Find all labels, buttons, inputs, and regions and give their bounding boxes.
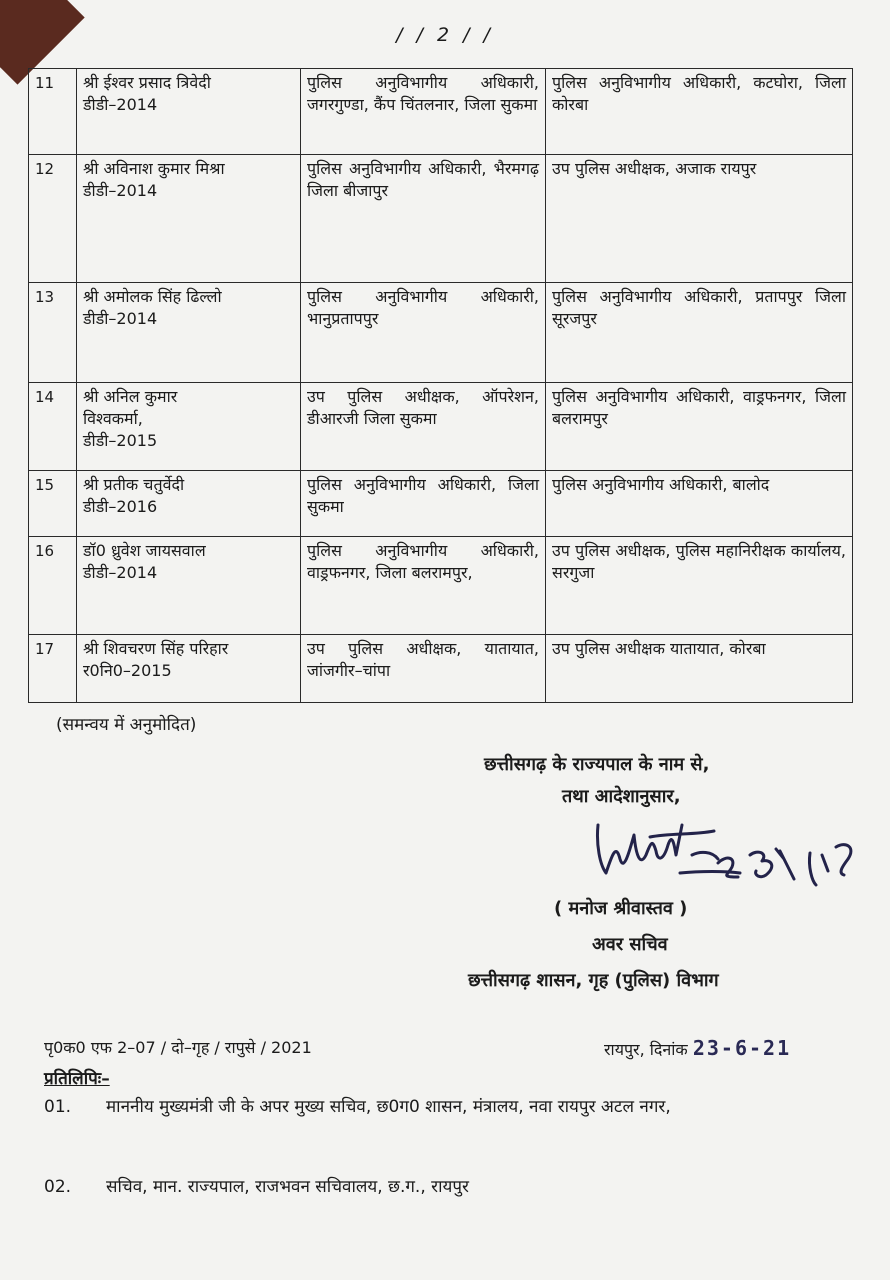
officer-name-line: डीडी–2014 xyxy=(83,563,158,582)
transfer-table-body xyxy=(29,69,853,703)
transfer-table xyxy=(28,68,853,703)
serial-number-cell: 12 xyxy=(29,155,77,283)
officer-name-line: डीडी–2016 xyxy=(83,497,158,516)
officer-name-line: डीडी–2015 xyxy=(83,431,158,450)
officer-name-line: श्री अविनाश कुमार मिश्रा xyxy=(83,159,225,178)
officer-name-cell xyxy=(77,69,301,155)
copy-item-text: माननीय मुख्यमंत्री जी के अपर मुख्य सचिव, छ0ग0 शासन, मंत्रालय, नवा रायपुर अटल नगर, xyxy=(106,1097,671,1117)
signatory-department: छत्तीसगढ़ शासन, गृह (पुलिस) विभाग xyxy=(468,970,719,991)
table-row xyxy=(29,69,853,155)
current-posting-cell: पुलिस अनुविभागीय अधिकारी, जगरगुण्डा, कैंप चिंतलनार, जिला सुकमा xyxy=(301,69,546,155)
new-posting-cell: उप पुलिस अधीक्षक, अजाक रायपुर xyxy=(546,155,853,283)
new-posting-cell: पुलिस अनुविभागीय अधिकारी, कटघोरा, जिला कोरबा xyxy=(546,69,853,155)
table-row xyxy=(29,383,853,471)
officer-name-cell xyxy=(77,635,301,703)
handwritten-date: 23-6-21 xyxy=(692,1036,792,1060)
officer-name-line: श्री अमोलक सिंह ढिल्लो xyxy=(83,287,222,306)
copy-item-number: 01. xyxy=(44,1097,72,1117)
officer-name-line: डीडी–2014 xyxy=(83,95,158,114)
officer-name-cell xyxy=(77,471,301,537)
page-number: / / 2 / / xyxy=(396,24,494,46)
serial-number-cell: 11 xyxy=(29,69,77,155)
new-posting-cell: पुलिस अनुविभागीय अधिकारी, वाड्रफनगर, जिला बलरामपुर xyxy=(546,383,853,471)
signatory-designation: अवर सचिव xyxy=(592,934,668,955)
officer-name-cell xyxy=(77,537,301,635)
serial-number-cell: 13 xyxy=(29,283,77,383)
copy-item xyxy=(44,1172,884,1202)
place-date xyxy=(604,1036,791,1060)
new-posting-cell: उप पुलिस अधीक्षक यातायात, कोरबा xyxy=(546,635,853,703)
officer-name-line: श्री प्रतीक चतुर्वेदी xyxy=(83,475,185,494)
table-row xyxy=(29,471,853,537)
officer-name-line: श्री शिवचरण सिंह परिहार xyxy=(83,639,229,658)
current-posting-cell: पुलिस अनुविभागीय अधिकारी, भैरमगढ़ जिला बीजापुर xyxy=(301,155,546,283)
officer-name-cell xyxy=(77,283,301,383)
officer-name-line: डॉ0 ध्रुवेश जायसवाल xyxy=(83,541,206,560)
table-row xyxy=(29,635,853,703)
serial-number-cell: 15 xyxy=(29,471,77,537)
copy-item-text: सचिव, मान. राज्यपाल, राजभवन सचिवालय, छ.ग., रायपुर xyxy=(106,1177,469,1197)
place-date-label: रायपुर, दिनांक xyxy=(604,1040,688,1059)
officer-name-cell xyxy=(77,383,301,471)
officer-name-line: डीडी–2014 xyxy=(83,181,158,200)
officer-name-cell xyxy=(77,155,301,283)
officer-name-line: र0नि0–2015 xyxy=(83,661,172,680)
new-posting-cell: पुलिस अनुविभागीय अधिकारी, बालोद xyxy=(546,471,853,537)
approval-note: (समन्वय में अनुमोदित) xyxy=(56,715,197,735)
current-posting-cell: पुलिस अनुविभागीय अधिकारी, जिला सुकमा xyxy=(301,471,546,537)
officer-name-line: श्री ईश्वर प्रसाद त्रिवेदी xyxy=(83,73,211,92)
copy-item-number: 02. xyxy=(44,1177,72,1197)
current-posting-cell: उप पुलिस अधीक्षक, यातायात, जांजगीर–चांपा xyxy=(301,635,546,703)
current-posting-cell: उप पुलिस अधीक्षक, ऑपरेशन, डीआरजी जिला सुकमा xyxy=(301,383,546,471)
copy-item xyxy=(44,1092,884,1152)
officer-name-line: श्री अनिल कुमार xyxy=(83,387,178,406)
table-row xyxy=(29,155,853,283)
reference-number: पृ0क0 एफ 2–07 / दो–गृह / रापुसे / 2021 xyxy=(44,1038,312,1057)
signatory-line-2: तथा आदेशानुसार, xyxy=(562,786,681,807)
handwritten-signature xyxy=(590,815,880,905)
current-posting-cell: पुलिस अनुविभागीय अधिकारी, भानुप्रतापपुर xyxy=(301,283,546,383)
table-row xyxy=(29,537,853,635)
table-row xyxy=(29,283,853,383)
serial-number-cell: 17 xyxy=(29,635,77,703)
signatory-name: ( मनोज श्रीवास्तव ) xyxy=(554,898,688,919)
serial-number-cell: 16 xyxy=(29,537,77,635)
new-posting-cell: पुलिस अनुविभागीय अधिकारी, प्रतापपुर जिला सूरजपुर xyxy=(546,283,853,383)
officer-name-line: विश्वकर्मा, xyxy=(83,409,143,428)
officer-name-line: डीडी–2014 xyxy=(83,309,158,328)
serial-number-cell: 14 xyxy=(29,383,77,471)
signatory-line-1: छत्तीसगढ़ के राज्यपाल के नाम से, xyxy=(484,754,710,775)
new-posting-cell: उप पुलिस अधीक्षक, पुलिस महानिरीक्षक कार्यालय, सरगुजा xyxy=(546,537,853,635)
copy-to-label: प्रतिलिपिः– xyxy=(44,1069,110,1089)
current-posting-cell: पुलिस अनुविभागीय अधिकारी, वाड्रफनगर, जिला बलरामपुर, xyxy=(301,537,546,635)
